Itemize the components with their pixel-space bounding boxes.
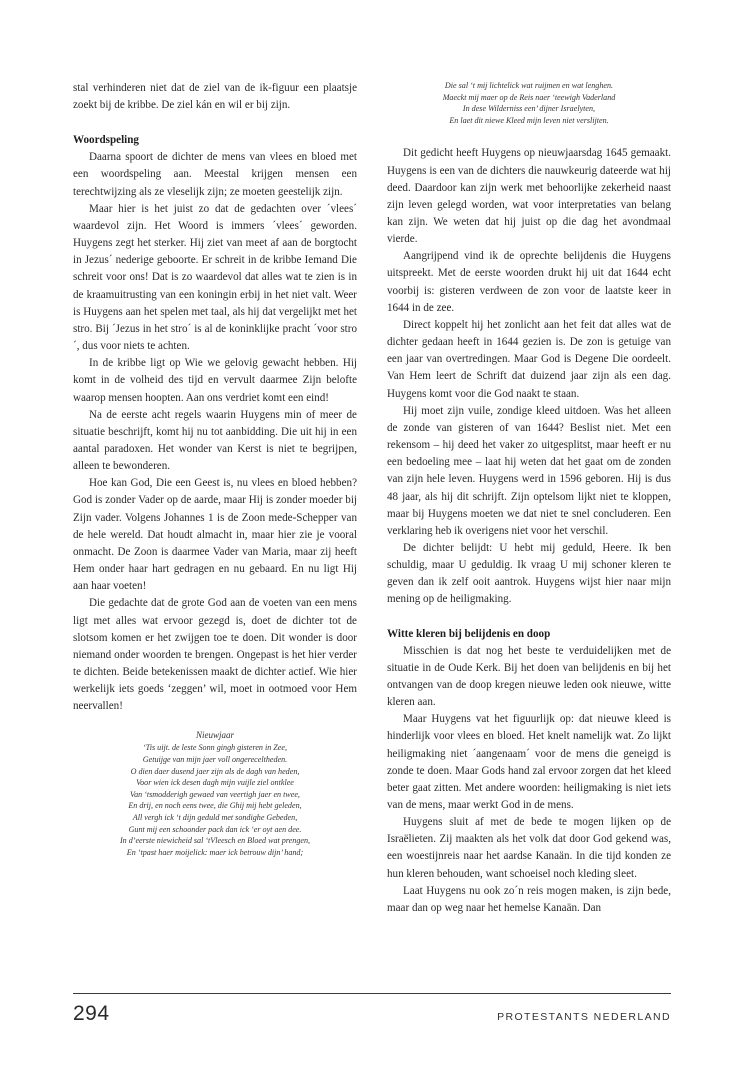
section-heading-woordspeling: Woordspeling xyxy=(73,134,139,147)
poem-line: En drij, en noch eens twee, die Ghij mij hebt geleden, xyxy=(128,801,302,811)
body-paragraph: Direct koppelt hij het zonlicht aan het feit dat alles wat de dichter gedaan heeft in 1644 gezien is. De zon is getuige van een jaar van overtredingen. Maar God is Degene Die oordeelt. Van Hem leert de Schrift dat duizend jaar zijn als een dag. Huygens komt voor die God naakt te staan. xyxy=(387,318,671,400)
intro-paragraph: stal verhinderen niet dat de ziel van de ik-figuur een plaatsje zoekt bij de kribbe. De ziel kán en wil er bij zijn. xyxy=(73,82,357,112)
body-paragraph: Die gedachte dat de grote God aan de voeten van een mens ligt met alles wat ervoor gezegd is, doet de dichter tot de slotsom komen er het zwijgen toe te doen. Dit wonder is door niemand onder woorden te brengen. Ongepast is het hier verder te dichten. Beide betekenissen maakt de dichter actief. Wie hier werkelijk iets goeds ‘zeggen’ wil, moet in ootmoed voor Hem neervallen! xyxy=(73,597,357,713)
poem-line: O dien daer dusend jaer zijn als de dagh van heden, xyxy=(130,766,300,776)
body-paragraph: Laat Huygens nu ook zo´n reis mogen maken, is zijn bede, maar dan op weg naar het hemelse Kanaän. Dan xyxy=(387,884,671,914)
body-paragraph: Na de eerste acht regels waarin Huygens min of meer de situatie beschrijft, komt hij nu tot aanbidding. Die uit hij in een aantal paradoxen. Het wonder van Kerst is niet te begrijpen, alleen te bewonderen. xyxy=(73,408,357,473)
poem-line: En ‘tpast haer moijelick: maer ick betrouw dijn’ hand; xyxy=(126,847,304,857)
body-paragraph: Maar hier is het juist zo dat de gedachten over ´vlees´ waardevol zijn. Het Woord is immers ´vlees´ geworden. Huygens zegt het sterker. Hij ziet van meet af aan de borgtocht in Jezus´ nederige geboorte. Er schreit in de kribbe Iemand Die schreit voor ons! Dat is zo waardevol dat alles wat te zien is in de kraamuitrusting van een koningin erbij in het niet valt. Weer is Huygens aan het spelen met taal, als hij dat vergelijkt met het stro. Bij ´Jezus in het stro´ is al de koninklijke pracht ´voor stro´, dus voor niets te achten. xyxy=(73,202,357,353)
spacer xyxy=(73,715,357,729)
body-paragraph: Daarna spoort de dichter de mens van vlees en bloed met een woordspeling aan. Meestal krijgen mensen een terechtwijzing als ze vleselijk zijn; ze moeten geestelijk zijn. xyxy=(73,151,357,198)
poem-title: Nieuwjaar xyxy=(195,730,234,741)
body-paragraph: Huygens sluit af met de bede te mogen lijken op de Israëlieten. Zij maakten als het volk dat door God gekend was, een woestijnreis naar het aardse Kanaän. In die tijd konden ze hun kleren behouden, want schoeisel noch kleding sleet. xyxy=(387,816,671,880)
poem-line: Gunt mij een schoonder pack dan ick ‘er oyt aen dee. xyxy=(128,824,302,834)
journal-name: PROTESTANTS NEDERLAND xyxy=(497,1011,671,1023)
spacer xyxy=(387,126,671,145)
poem-line: ‘Tis uijt. de leste Sonn gingh gisteren in Zee, xyxy=(142,743,288,753)
poem-line: Getuijge van mijn jaer voll ongereceltheden. xyxy=(142,755,288,765)
body-paragraph: Aangrijpend vind ik de oprechte belijdenis die Huygens uitspreekt. Met de eerste woorden drukt hij uit dat 1644 echt voorbij is: gisteren verdween de zon voor de laatste keer in 1644 in de zee. xyxy=(387,250,671,314)
poem-line: Van ‘tsmodderigh gewaed van veertigh jaer en twee, xyxy=(130,789,300,799)
body-paragraph: Hoe kan God, Die een Geest is, nu vlees en bloed hebben? God is zonder Vader op de aarde, maar Hij is zonder moeder bij Zijn vader. Volgens Johannes 1 is de Zoon mede-Schepper van de hele wereld. Dat houdt almacht in, maar hier zie je vooral onmacht. De Zoon is daarmee Vader van Maria, maar zij heeft Hem onder haar hart gedragen en nu gebaard. En nu ligt Hij aan haar voeten! xyxy=(73,477,357,593)
body-paragraph: In de kribbe ligt op Wie we gelovig gewacht hebben. Hij komt in de volheid des tijd en vervult daarmee Zijn belofte waarop mensen hoopten. Aan ons verdriet komt een eind! xyxy=(73,357,357,404)
footer-rule xyxy=(73,993,671,994)
poem-nieuwjaar xyxy=(73,729,357,858)
poem-line: Maeckt mij maer op de Reis naer ‘teewigh Vaderland xyxy=(442,92,616,102)
poem-continued xyxy=(387,80,671,126)
body-paragraph: Misschien is dat nog het beste te verduidelijken met de situatie in de Oude Kerk. Bij het doen van belijdenis en bij het ontvangen van de doop kregen nieuwe leden ook nieuwe, witte kleren aan. xyxy=(387,644,671,709)
page-number: 294 xyxy=(73,1002,110,1025)
body-paragraph: De dichter belijdt: U hebt mij geduld, Heere. Ik ben schuldig, maar U geduldig. Ik vraag U mij schoner kleren te geven dan ik zelf ooit aantrok. Huygens wijst hier naar mijn mening op de heiligmaking. xyxy=(387,541,671,606)
poem-line: In d’eerste niewicheid sal ‘tVleesch en Bloed wat prengen, xyxy=(119,836,311,846)
section-heading-witte-kleren: Witte kleren bij belijdenis en doop xyxy=(387,627,551,640)
body-paragraph: Hij moet zijn vuile, zondige kleed uitdoen. Was het alleen de zonde van gisteren of van 1644? Beslist niet. Met een rekensom – hij deed het vaker zo uitgesplitst, maar heeft er nu een bedoeling mee – laat hij weten dat het gaat om de zonden van zijn hele leven. Huygens werd in 1596 geboren. Hij is dus 48 jaar, als hij dit schrijft. Zijn optelsom lijkt niet te kloppen, maar bij Huygens moeten we dat niet te snel concluderen. Een verklaring heb ik overigens niet voor het verschil. xyxy=(387,404,671,537)
spacer xyxy=(387,609,671,626)
body-paragraph: Maar Huygens vat het figuurlijk op: dat nieuwe kleed is hinderlijk voor vlees en bloed. Het knelt namelijk wat. Zo lijkt heiligmaking niet ´aangenaam´ voor de mens die geneigd is zonde te doen. Maar Gods hand zal ervoor zorgen dat het kleed beter gaat zitten. Met andere woorden: heiligmaking is niet iets van de mens, maar werkt God in de mens. xyxy=(387,713,671,811)
spacer xyxy=(73,114,357,132)
poem-line: Die sal ‘t mij lichtelick wat ruijmen en wat lenghen. xyxy=(444,81,614,90)
poem-line: All vergh ick ‘t dijn geduld met sondighe Gebeden, xyxy=(132,813,298,823)
poem-line: Voor wien ick desen dagh mijn vuijle ziel ontklee xyxy=(136,778,294,788)
body-paragraph: Dit gedicht heeft Huygens op nieuwjaarsdag 1645 gemaakt. Huygens is een van de dichters die nauwkeurig dateerde wat hij deed. Daardoor kan zijn werk met behoorlijke zekerheid naast zijn leven gelegd worden, wat voor interpretaties van belang kan zijn. We weten dat hij juist op die dag het avondmaal vierde. xyxy=(387,147,671,246)
poem-line: En laet dit niewe Kleed mijn leven niet verslijten. xyxy=(449,115,609,125)
left-column xyxy=(73,80,357,858)
right-column xyxy=(387,80,671,917)
poem-line: In dese Wilderniss een’ dijner Israelyten, xyxy=(462,104,596,114)
